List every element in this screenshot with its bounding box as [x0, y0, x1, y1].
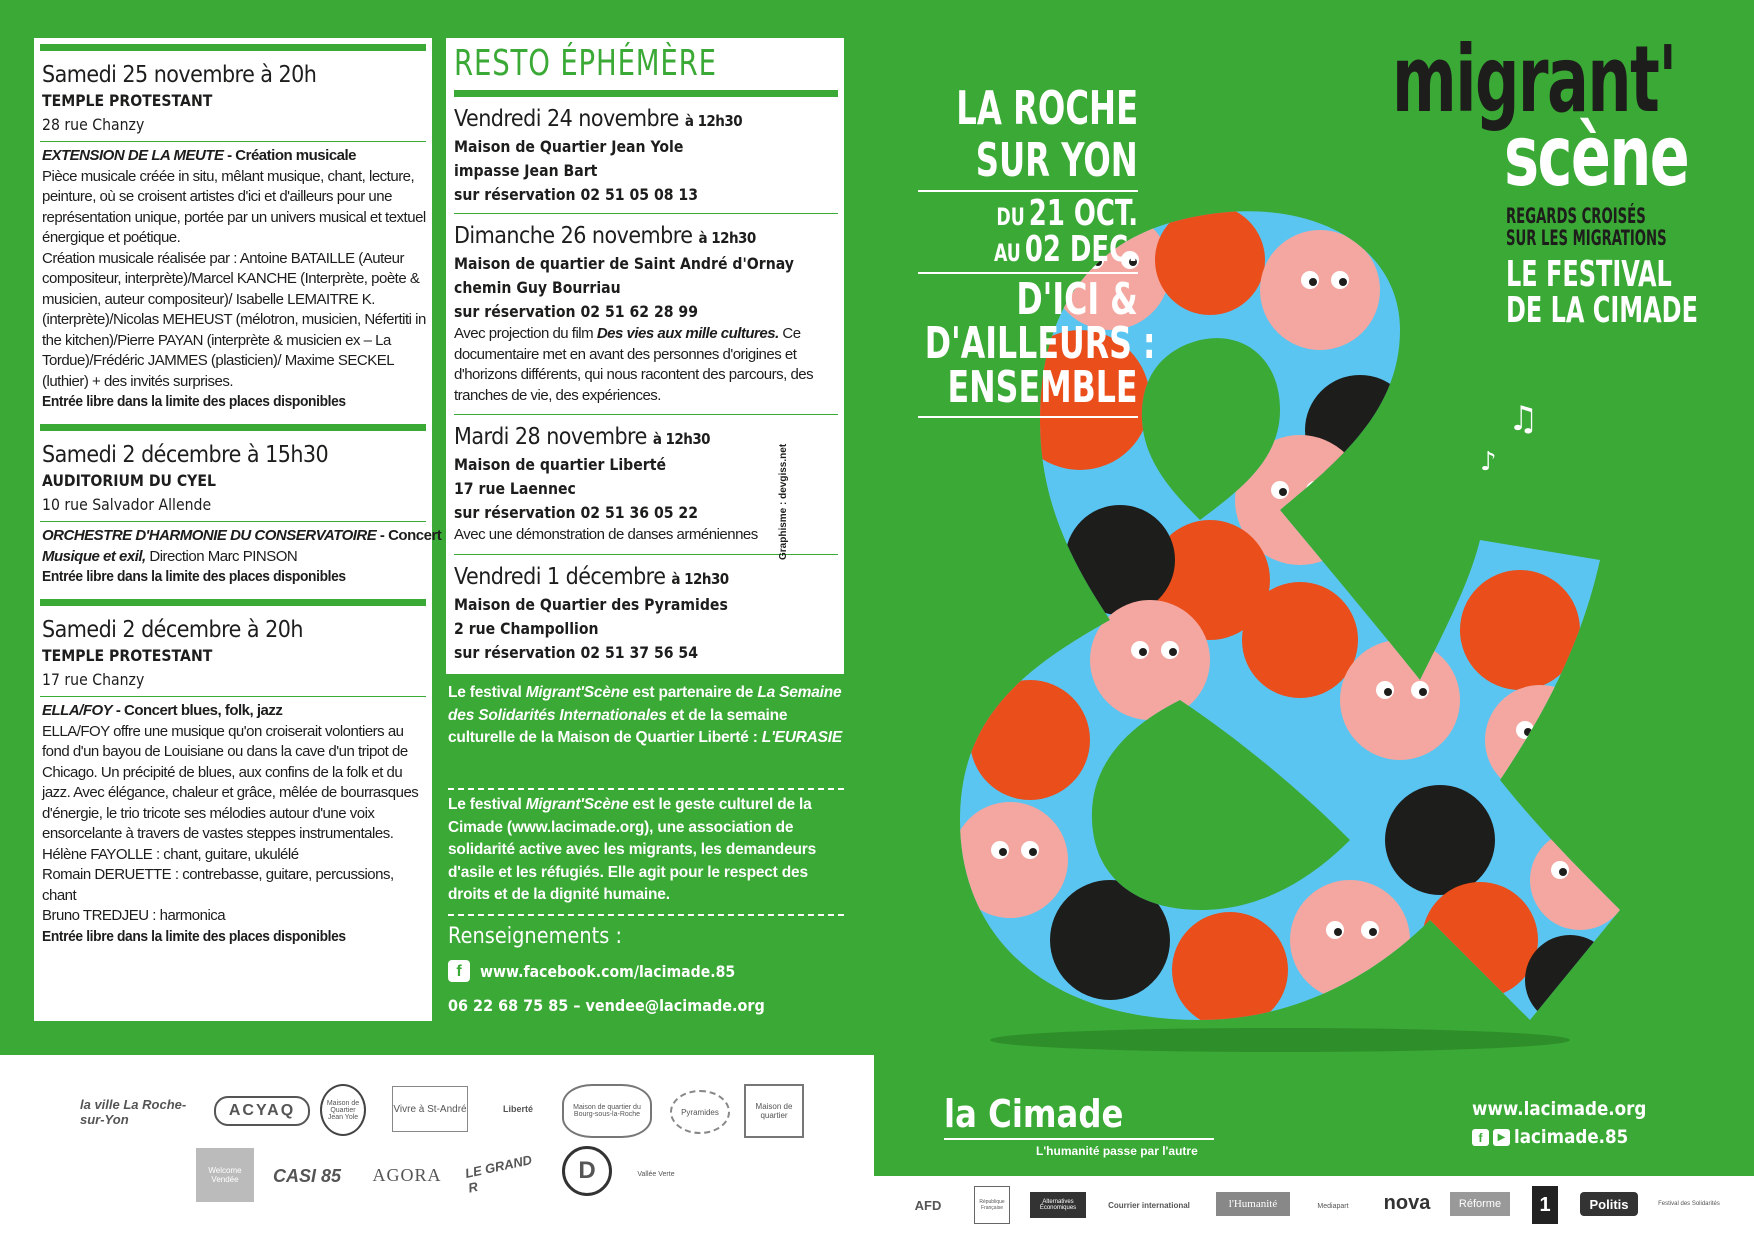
partners-strip-left: [0, 1055, 874, 1240]
green-bar: [40, 599, 426, 606]
r2-note-film: Des vies aux mille cultures.: [596, 325, 779, 342]
r2-date: Dimanche 26 novembre: [454, 223, 693, 249]
facebook-icon: f: [448, 960, 470, 982]
logo-republique: République Française: [974, 1186, 1010, 1224]
dates-au: AU: [994, 239, 1021, 267]
event3-subtitle: - Concert blues, folk, jazz: [112, 702, 283, 719]
social-handle: lacimade.85: [1514, 1126, 1629, 1148]
event2-desc-italic: Musique et exil,: [42, 547, 146, 565]
event3-member3: Bruno TREDJEU : harmonica: [42, 907, 226, 924]
logo-jean-yole: Maison de Quartier Jean Yole: [320, 1084, 366, 1136]
contact-line: 06 22 68 75 85 – vendee@lacimade.org: [448, 996, 765, 1015]
logo-st-andre: Vivre à St-André: [392, 1086, 468, 1132]
logo-agora: AGORA: [372, 1164, 442, 1185]
youtube-icon: ▶: [1493, 1129, 1510, 1146]
divider: [40, 141, 426, 142]
svg-text:♫: ♫: [1508, 399, 1539, 439]
cimade-web[interactable]: www.lacimade.org: [1472, 1098, 1647, 1120]
event3-member2: Romain DERUETTE : contrebasse, guitare, percussions, chant: [42, 866, 394, 904]
event1-desc: Pièce musicale créée in situ, mêlant musique, chant, lecture, peinture, où se croisent artistes d'ici et d'ailleurs pour une représentation unique, portée par un univers musical et textuel énergique et poétique.: [42, 167, 426, 246]
logo-welcome: Welcome Vendée: [196, 1148, 254, 1202]
logo-politis: Politis: [1580, 1192, 1638, 1216]
event2-free: Entrée libre dans la limite des places disponibles: [42, 568, 346, 585]
logo-mediapart: Mediapart: [1317, 1202, 1349, 1210]
r4-time: à 12h30: [671, 569, 729, 588]
logo-festisol: Festival des Solidarités: [1658, 1201, 1720, 1207]
city-line1: LA ROCHE: [956, 81, 1138, 135]
event3-date: Samedi 2 décembre à 20h: [42, 617, 303, 643]
r3-date: Mardi 28 novembre: [454, 424, 647, 450]
logo-maison-quartier: Maison de quartier: [744, 1084, 804, 1138]
event3-desc: ELLA/FOY offre une musique qu'on croiserait volontiers au fond d'un bayou de Louisiane ou dans la cave d'un tripot de Chicago. Un précipité de blues, aux confins de la folk et du jazz. Avec élégance, chaleur et grâce, mêlée de bourrasques d'énergie, le trio tricote ses mélodies autour d'une voix ensorcelante à travers de vastes steppes instrumentales.: [42, 722, 419, 842]
event2-title: ORCHESTRE D'HARMONIE DU CONSERVATOIRE: [42, 527, 377, 544]
logo-1: 1: [1532, 1186, 1558, 1224]
logo-courrier: Courrier international: [1108, 1200, 1190, 1210]
theme-line2: D'AILLEURS :: [925, 318, 1156, 369]
event3-free: Entrée libre dans la limite des places disponibles: [42, 927, 346, 945]
brand-scene: scène: [1504, 107, 1689, 205]
green-bar: [454, 90, 838, 97]
dates-end: 02 DEC.: [1024, 229, 1138, 270]
r1-date: Vendredi 24 novembre: [454, 106, 679, 132]
event2-desc: Direction Marc PINSON: [145, 547, 298, 565]
logo-pyramides: Pyramides: [670, 1090, 730, 1134]
graphic-credit: Graphisme : devgiss.net: [778, 443, 789, 560]
left-panel: [34, 38, 442, 1021]
logo-bourg: Maison de quartier du Bourg-sous-la-Roche: [562, 1084, 652, 1138]
about-text: Le festival Migrant'Scène est le geste culturel de la Cimade (www.lacimade.org), une association de solidarité active avec les migrants, les demandeurs d'asile et les réfugiés. Elle agit pour le respect des droits et de la dignité humaine.: [448, 796, 817, 903]
facebook-icon: f: [1472, 1129, 1489, 1146]
festival-1: LE FESTIVAL: [1506, 254, 1672, 295]
r1-time: à 12h30: [684, 112, 743, 130]
event1-free: Entrée libre dans la limite des places disponibles: [42, 393, 346, 410]
partner-text: Le festival Migrant'Scène est partenaire de La Semaine des Solidarités Internationales et de la semaine culturelle de la Maison de Quartier Liberté : L'EURASIE: [448, 684, 843, 746]
city-line2: SUR YON: [975, 133, 1138, 187]
event1-subtitle: - Création musicale: [223, 147, 357, 164]
cover-divider: [918, 416, 1138, 418]
r2-time: à 12h30: [698, 229, 756, 247]
logo-vallee-verte: Vallée Verte: [637, 1170, 675, 1178]
r2-place: Maison de quartier de Saint André d'Ornay: [454, 254, 794, 273]
green-bar: [40, 44, 426, 51]
festival-2: DE LA CIMADE: [1506, 290, 1698, 331]
svg-text:♪: ♪: [1480, 447, 1497, 477]
r2-address: chemin Guy Bourriau: [454, 278, 621, 297]
cimade-tagline: L'humanité passe par l'autre: [1036, 1144, 1198, 1158]
logo-d: D: [562, 1146, 612, 1196]
logo-alternatives: Alternatives Économiques: [1030, 1192, 1086, 1218]
tagline-1: REGARDS CROISÉS: [1506, 204, 1646, 228]
dates-line2: [994, 230, 1138, 276]
resto-heading: RESTO ÉPHÉMÈRE: [454, 43, 717, 84]
info-title: Renseignements :: [448, 924, 623, 949]
green-bar: [40, 424, 426, 431]
r2-note-a: Avec projection du film: [454, 325, 597, 342]
event2-address: 10 rue Salvador Allende: [42, 495, 212, 514]
cimade-name: la Cimade: [944, 1092, 1124, 1136]
dashed-divider: [448, 914, 844, 916]
event2-date: Samedi 2 décembre à 15h30: [42, 442, 329, 468]
facebook-link[interactable]: www.facebook.com/lacimade.85: [480, 961, 736, 981]
r3-time: à 12h30: [652, 430, 711, 448]
dashed-divider: [448, 788, 844, 790]
event2-place: AUDITORIUM DU CYEL: [42, 471, 216, 490]
r1-address: impasse Jean Bart: [454, 161, 598, 180]
cimade-logo: [944, 1092, 1214, 1158]
event3-member1: Hélène FAYOLLE : chant, guitare, ukulélé: [42, 845, 299, 863]
logo-liberte: Liberté: [502, 1104, 533, 1114]
event1-address: 28 rue Chanzy: [42, 115, 145, 134]
r3-note: Avec une démonstration de danses arméniennes: [454, 526, 758, 543]
logo-reforme: Réforme: [1450, 1192, 1510, 1216]
r2-note-b: Ce documentaire met en avant des personnes d'origines et d'horizons différents, qui nous racontent des parcours, des tranches de vie, des expériences.: [454, 325, 814, 404]
event1-date: Samedi 25 novembre à 20h: [42, 62, 317, 88]
resto-panel: [446, 38, 844, 674]
theme-line1: D'ICI &: [1016, 274, 1138, 325]
r1-place: Maison de Quartier Jean Yole: [454, 137, 684, 156]
event1-title: EXTENSION DE LA MEUTE: [42, 147, 224, 164]
dates-du: DU: [996, 203, 1025, 231]
divider: [454, 213, 838, 214]
logo-nova: nova: [1383, 1191, 1431, 1214]
logo-la-roche: la ville La Roche-sur-Yon: [80, 1097, 187, 1127]
logo-afd: AFD: [914, 1197, 942, 1213]
divider: [454, 414, 838, 415]
brand-migrant: migrant': [1392, 26, 1676, 133]
event3-place: TEMPLE PROTESTANT: [42, 646, 213, 665]
r4-resa: sur réservation 02 51 37 56 54: [454, 642, 699, 662]
logo-casi: CASI 85: [272, 1165, 342, 1186]
event3-title: ELLA/FOY: [42, 702, 113, 719]
r4-address: 2 rue Champollion: [454, 618, 599, 638]
event3-address: 17 rue Chanzy: [42, 670, 145, 689]
tagline-2: SUR LES MIGRATIONS: [1506, 226, 1667, 250]
cover-divider: [918, 190, 1138, 192]
logo-grand-r: LE GRAND R: [463, 1152, 534, 1196]
event1-place: TEMPLE PROTESTANT: [42, 91, 213, 110]
divider: [40, 521, 426, 522]
r4-place: Maison de Quartier des Pyramides: [454, 594, 728, 614]
r3-resa: sur réservation 02 51 36 05 22: [454, 503, 699, 522]
r1-resa: sur réservation 02 51 05 08 13: [454, 185, 699, 204]
logo-humanite: l'Humanité: [1216, 1192, 1290, 1216]
event1-credits: Création musicale réalisée par : Antoine BATAILLE (Auteur compositeur, interprète)/Marcel KANCHE (Interprète, poète & musicien, auteur compositeur)/ Isabelle LEMAITRE K. (interprète)/Nicolas MEHEUST (mélotron, musicien, Néfertiti in the kitchen)/Pierre PAYAN (interprète & musicien ex – La Tordue)/Frédéric JAMMES (plasticien)/ Maxime SECKEL (luthier) + des invités surprises.: [42, 249, 426, 390]
event2-subtitle: - Concert: [376, 527, 442, 544]
facebook-row[interactable]: [448, 960, 770, 982]
r3-place: Maison de quartier Liberté: [454, 455, 666, 474]
dates-start: 21 OCT.: [1028, 193, 1138, 234]
r2-resa: sur réservation 02 51 62 28 99: [454, 302, 699, 321]
r4-date: Vendredi 1 décembre: [454, 563, 666, 590]
r3-address: 17 rue Laennec: [454, 479, 576, 498]
theme-line3: ENSEMBLE: [947, 362, 1138, 413]
logo-acyaq: ACYAQ: [214, 1096, 310, 1126]
cimade-social[interactable]: [1472, 1126, 1644, 1148]
divider: [40, 696, 426, 697]
